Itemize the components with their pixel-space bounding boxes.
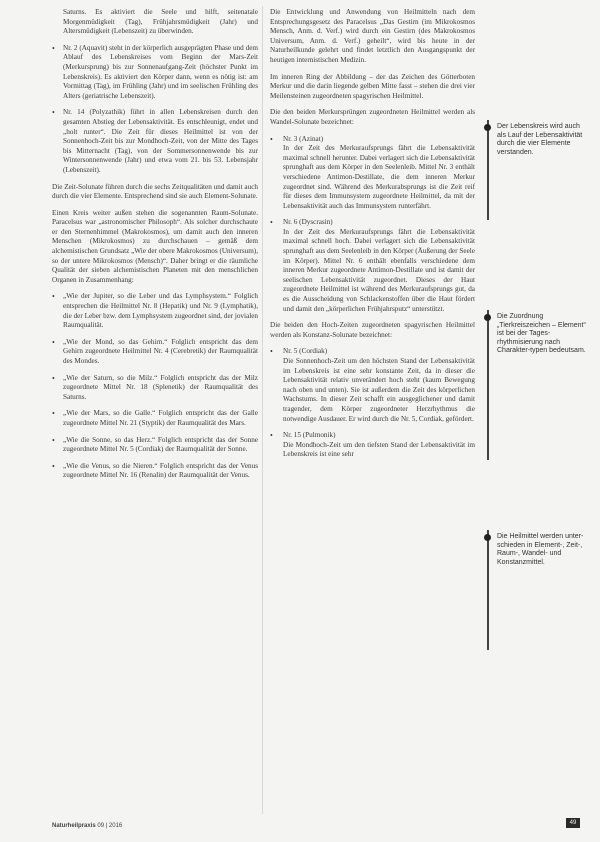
- intro-continuation: Saturns. Es aktiviert die Seele und hilft, seitenatale Morgenmüdigkeit (Tag), Frühjahrsmüdigkeit (Jahr) und Altersmüdigkeit (Lebenszeit) zu überwinden.: [63, 8, 258, 36]
- list-item: • „Wie der Jupiter, so die Leber und das Lymphsystem.“ Folglich entsprechen die Heilmittel Nr. 8 (Hepatik) und Nr. 9 (Lymphatik), die der Leber bzw. dem Lymphsystem zugeordnet sind, der jovialen Raumqualität.: [52, 292, 258, 330]
- list-item: • Nr. 5 (Cordiak) Die Sonnenhoch-Zeit um den höchsten Stand der Lebensaktivität im Lebenskreis ist eine sehr konstante Zeit, da in dieser die Lebensaktivität relativ unverändert hoch steht (kaum Bewegung nach oben und unten). Sie ist außerdem die Zeit des körperlichen Wachstums. In dieser Zeit schafft ein ausgeglichener und damit tragender, dem Körper zugeordneter Herzrhythmus die notwendige Ausdauer. Er wird durch die Nr. 5, Cordiak, gefördert.: [270, 347, 475, 424]
- margin-note: Die Zuordnung „Tierkreiszeichen – Element“ ist bei der Tages-rhythmisierung nach Charakter-typen bedeutsam.: [497, 313, 586, 355]
- left-column: [52, 8, 258, 488]
- margin-rule: [487, 530, 489, 650]
- paragraph: Im inneren Ring der Abbildung – der das Zeichen des Götterboten Merkur und die darin liegende gelben Mitte fasst – stehen die drei vier Meilensteinen zugeordneten spagyrischen Heilmittel.: [270, 72, 475, 100]
- paragraph: Einen Kreis weiter außen stehen die sogenannten Raum-Solunate. Paracelsus war „astronomischer Philosoph“. Als solcher durchschaute er den Sternenhimmel (Makrokosmos), um damit auch den inneren Menschen (Mikrokosmos) zu durchschauen – gemäß dem alchemistischen Grundsatz „Wie der obere Makrokosmos (Universum), so der untere Mikrokosmos (Mensch)“. Daher bringt er die räumliche Qualität der sieben alchemistischen Planeten mit den menschlichen Organen in Zusammenhang:: [52, 208, 258, 284]
- margin-bullet-icon: [484, 534, 491, 541]
- paragraph: Die beiden den Hoch-Zeiten zugeordneten spagyrischen Heilmittel werden als Konstanz-Solunate bezeichnet:: [270, 321, 475, 339]
- publication-name: Naturheilpraxis: [52, 823, 96, 829]
- raum-solunate-list: [52, 292, 258, 481]
- column-gutter: [262, 6, 263, 814]
- list-item: • „Wie der Saturn, so die Milz.“ Folglich entspricht das der Milz zugeordnete Mittel Nr. 18 (Splenetik) der Raumqualität des Saturns.: [52, 374, 258, 403]
- footer: [52, 823, 122, 829]
- konstanz-solunate-list: [270, 347, 475, 460]
- list-item: • Nr. 6 (Dyscrasin) In der Zeit des Merkuraufsprungs fährt die Lebensaktivität maximal schnell hoch. Dabei verlagert sich die Lebensaktivität sprunghaft aus dem Seelenleib in den Körper (Äußerung der Seele im Körper). Mittel Nr. 6 enthält ebenfalls verschiedene dem inneren Merkur zugeordnete Antimon-Destillate und ist damit der seelischen Lebensaktivität zugeordnet. Dieses der Haut zugeordnete Heilmittel ist während des Merkuraufsprungs gut, da es die Ausscheidung von Schlackenstoffen über die Haut fördert und damit den „körperlichen Frühjahrsputz“ unterstützt.: [270, 218, 475, 314]
- margin-bullet-icon: [484, 124, 491, 131]
- margin-rule: [487, 310, 489, 460]
- margin-note: Die Heilmittel werden unter-schieden in Element-, Zeit-, Raum-, Wandel- und Konstanzmittel.: [497, 533, 584, 566]
- list-item: • „Wie der Mond, so das Gehirn.“ Folglich entspricht das dem Gehirn zugeordnete Heilmittel Nr. 4 (Cerebretik) der Raumqualität des Mondes.: [52, 338, 258, 367]
- page-number: 49: [566, 818, 580, 828]
- wandel-solunate-list: [270, 135, 475, 315]
- paragraph: Die Entwicklung und Anwendung von Heilmitteln nach dem Entsprechungsgesetz des Paracelsus „Das Gestirn (im Mikrokosmos Mensch, Anm. d. Verf.) wird durch ein Gestirn (des Makrokosmos Universum, Anm. d. Verf.) geheilt“, wird bis heute in der Naturheilkunde gelehrt und findet letztlich den Ausgangspunkt der heutigen internistischen Medizin.: [270, 8, 475, 64]
- paragraph: Die Zeit-Solunate führen durch die sechs Zeitqualitäten und damit auch durch die vier Elemente. Entsprechend sind sie auch Element-Solunate.: [52, 182, 258, 201]
- margin-note: Der Lebenskreis wird auch als Lauf der Lebensaktivität durch die vier Elemente verstanden.: [497, 123, 583, 156]
- list-item: • Nr. 2 (Aquavit) steht in der körperlich ausgeprägten Phase und dem Ablauf des Lebenskreises vom Beginn der Mars-Zeit (Merkursprung) bis zur Sonnenaufgang-Zeit (höchster Punkt im Lebenskreis). Es aktiviert den Körper dann, wenn es nötig ist: am Vormittag (Tag), im Frühling (Jahr) und im seelischen Frühling des Alters (geriatrische Lebenszeit).: [52, 44, 258, 102]
- zeit-solunate-list: [52, 44, 258, 176]
- issue-number: 09 | 2016: [97, 823, 123, 829]
- margin-bullet-icon: [484, 314, 491, 321]
- list-item: • Nr. 14 (Polyzathik) führt in allen Lebenskreisen durch den gesamten Abstieg der Lebensaktivität. Es entschleunigt, endet und „holt runter“. Die Zeit für dieses Heilmittel ist von der Sonnenhoch-Zeit bis zur Mondhoch-Zeit, von der Mitte des Tages bis Mitternacht (Tag), von der Sommersonnenwende bis zur Wintersonnenwende (Jahr) und etwa vom 21. bis 53. Lebensjahr (Lebenszeit).: [52, 108, 258, 175]
- list-item: • „Wie die Sonne, so das Herz.“ Folglich entspricht das der Sonne zugeordnete Mittel Nr. 5 (Cordiak) der Raumqualität der Sonne.: [52, 436, 258, 455]
- right-column: [270, 8, 475, 467]
- list-item: • Nr. 15 (Pulmonik) Die Mondhoch-Zeit um den tiefsten Stand der Lebensaktivität im Lebenskreis ist eine sehr: [270, 431, 475, 460]
- list-item: • „Wie die Venus, so die Nieren.“ Folglich entspricht das der Venus zugeordnete Mittel Nr. 16 (Renalin) der Raumqualität der Venus.: [52, 462, 258, 481]
- margin-rule: [487, 120, 489, 220]
- list-item: • Nr. 3 (Azinat) In der Zeit des Merkuraufsprungs fährt die Lebensaktivität maximal schnell herunter. Dabei verlagert sich die Lebensaktivität sprunghaft aus dem Körper in den Seelenleib. Mittel Nr. 3 enthält verschiedene Antimon-Destillate, die dem inneren Merkur zugeordnet sind. Während des Merkurabsprungs ist die Zeit reif für dieses dem Immunsystem zugeordnete Heilmittel, da mit der Lebensaktivität auch das Immunsystem runterfährt.: [270, 135, 475, 212]
- list-item: • „Wie der Mars, so die Galle.“ Folglich entspricht das der Galle zugeordnete Mittel Nr. 21 (Styptik) der Raumqualität des Mars.: [52, 409, 258, 428]
- paragraph: Die den beiden Merkursprüngen zugeordneten Heilmittel werden als Wandel-Solunate bezeichnet:: [270, 108, 475, 126]
